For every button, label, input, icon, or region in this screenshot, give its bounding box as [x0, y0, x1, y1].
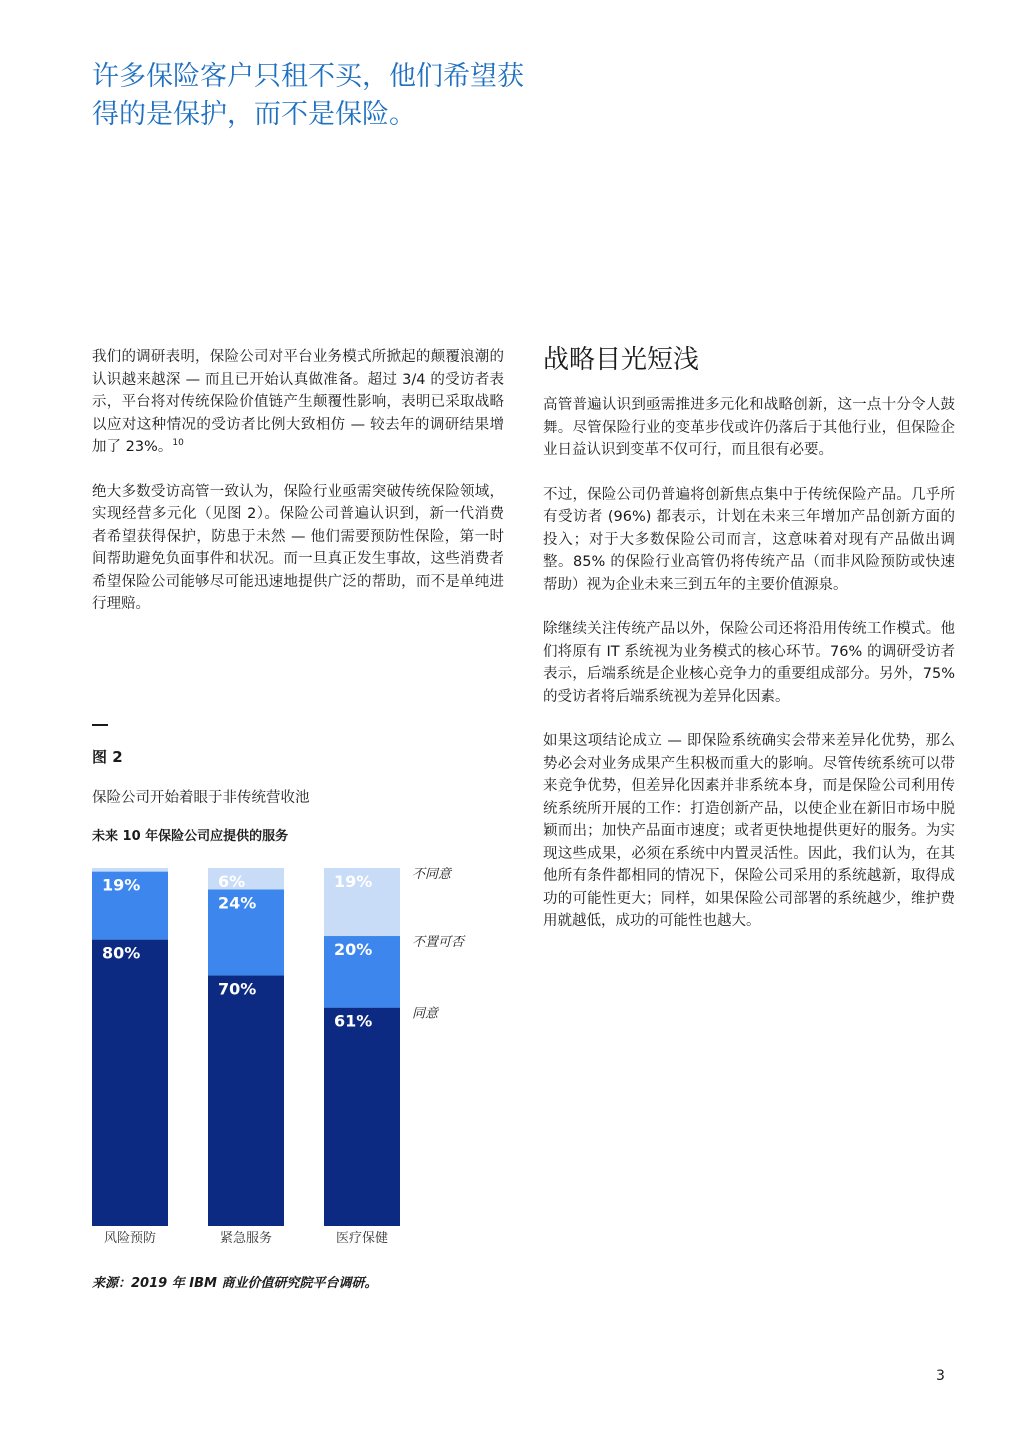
data-label: 19% — [334, 872, 373, 891]
data-label: 20% — [334, 940, 373, 960]
data-label: 24% — [218, 893, 257, 913]
left-paragraph-1-text: 我们的调研表明，保险公司对平台业务模式所掀起的颠覆浪潮的认识越来越深 — 而且已开始认真做准备。超过 3/4 的受访者表示，平台将对传统保险价值链产生颠覆性影响，表明已采取战略以应对这种情况的受访者比例大致相仿 — 较去年的调研结果增加了 23%。 — [92, 349, 504, 455]
right-paragraph-1: 高管普遍认识到亟需推进多元化和战略创新，这一点十分令人鼓舞。尽管保险行业的变革步伐或许仍落后于其他行业，但保险企业日益认识到变革不仅可行，而且很有必要。 — [543, 397, 955, 458]
section-title: 战略目光短浅 — [543, 345, 700, 375]
figure-label: 图 2 — [92, 748, 123, 766]
bar-segment — [92, 868, 168, 872]
footnote-marker[interactable]: 10 — [172, 438, 184, 448]
left-paragraph-1 — [92, 346, 504, 459]
right-paragraph-4: 如果这项结论成立 — 即保险系统确实会带来差异化优势，那么势必会对业务成果产生积极而重大的影响。尽管传统系统可以带来竞争优势，但差异化因素并非系统本身，而是保险公司利用传统系统所开展的工作：打造创新产品，以使企业在新旧市场中脱颖而出；加快产品面市速度；或者更快地提供更好的服务。为实现这些成果，必须在系统中内置灵活性。因此，我们认为，在其他所有条件都相同的情况下，保险公司采用的系统越新，取得成功的可能性更大；同样，如果保险公司部署的系统越少，维护费用就越低，成功的可能性也越大。 — [543, 733, 955, 929]
legend-label: 不置可否 — [412, 935, 465, 951]
right-paragraph-2: 不过，保险公司仍普遍将创新焦点集中于传统保险产品。几乎所有受访者 (96%) 都表示，计划在未来三年增加产品创新方面的投入；对于大多数保险公司而言，这意味着对现有产品做出调整。85% 的保险行业高管仍将传统产品（而非风险预防或快速帮助）视为企业未来三到五年的主要价值源泉。 — [543, 486, 955, 593]
category-label: 风险预防 — [103, 1231, 157, 1246]
figure-rule — [92, 724, 108, 726]
chart-title: 未来 10 年保险公司应提供的服务 — [92, 829, 289, 844]
page-number: 3 — [936, 1368, 945, 1384]
data-label: 80% — [102, 943, 141, 963]
left-column — [92, 346, 504, 638]
right-column — [543, 342, 955, 955]
data-label: 61% — [334, 1011, 373, 1031]
data-label: 70% — [218, 979, 257, 999]
legend-label: 不同意 — [412, 867, 452, 882]
bar-segment — [208, 975, 284, 1226]
figure-source: 来源：2019 年 IBM 商业价值研究院平台调研。 — [92, 1276, 378, 1291]
bar-segment — [92, 940, 168, 1226]
category-label: 紧急服务 — [219, 1231, 273, 1246]
legend-label: 同意 — [412, 1006, 439, 1022]
right-paragraph-3: 除继续关注传统产品以外，保险公司还将沿用传统工作模式。他们将原有 IT 系统视为业务模式的核心环节。76% 的调研受访者表示，后端系统是企业核心竞争力的重要组成部分。另外，75% 的受访者将后端系统视为差异化因素。 — [543, 621, 955, 705]
category-label: 医疗保健 — [335, 1231, 389, 1246]
data-label: 6% — [218, 872, 246, 891]
figure-title: 保险公司开始着眼于非传统营收池 — [92, 790, 310, 806]
data-label: 19% — [102, 875, 141, 895]
bar-segment — [324, 1008, 400, 1226]
left-paragraph-2: 绝大多数受访高管一致认为，保险行业亟需突破传统保险领域，实现经营多元化（见图 2）。保险公司普遍认识到，新一代消费者希望获得保护，防患于未然 — 他们需要预防性保险，第一时间帮助避免负面事件和状况。而一旦真正发生事故，这些消费者希望保险公司能够尽可能迅速地提供广泛的帮助，而不是单纯进行理赔。 — [92, 483, 504, 612]
stacked-bar-chart — [80, 860, 500, 1250]
pull-quote: 许多保险客户只租不买，他们希望获得的是保护，而不是保险。 — [92, 61, 524, 130]
